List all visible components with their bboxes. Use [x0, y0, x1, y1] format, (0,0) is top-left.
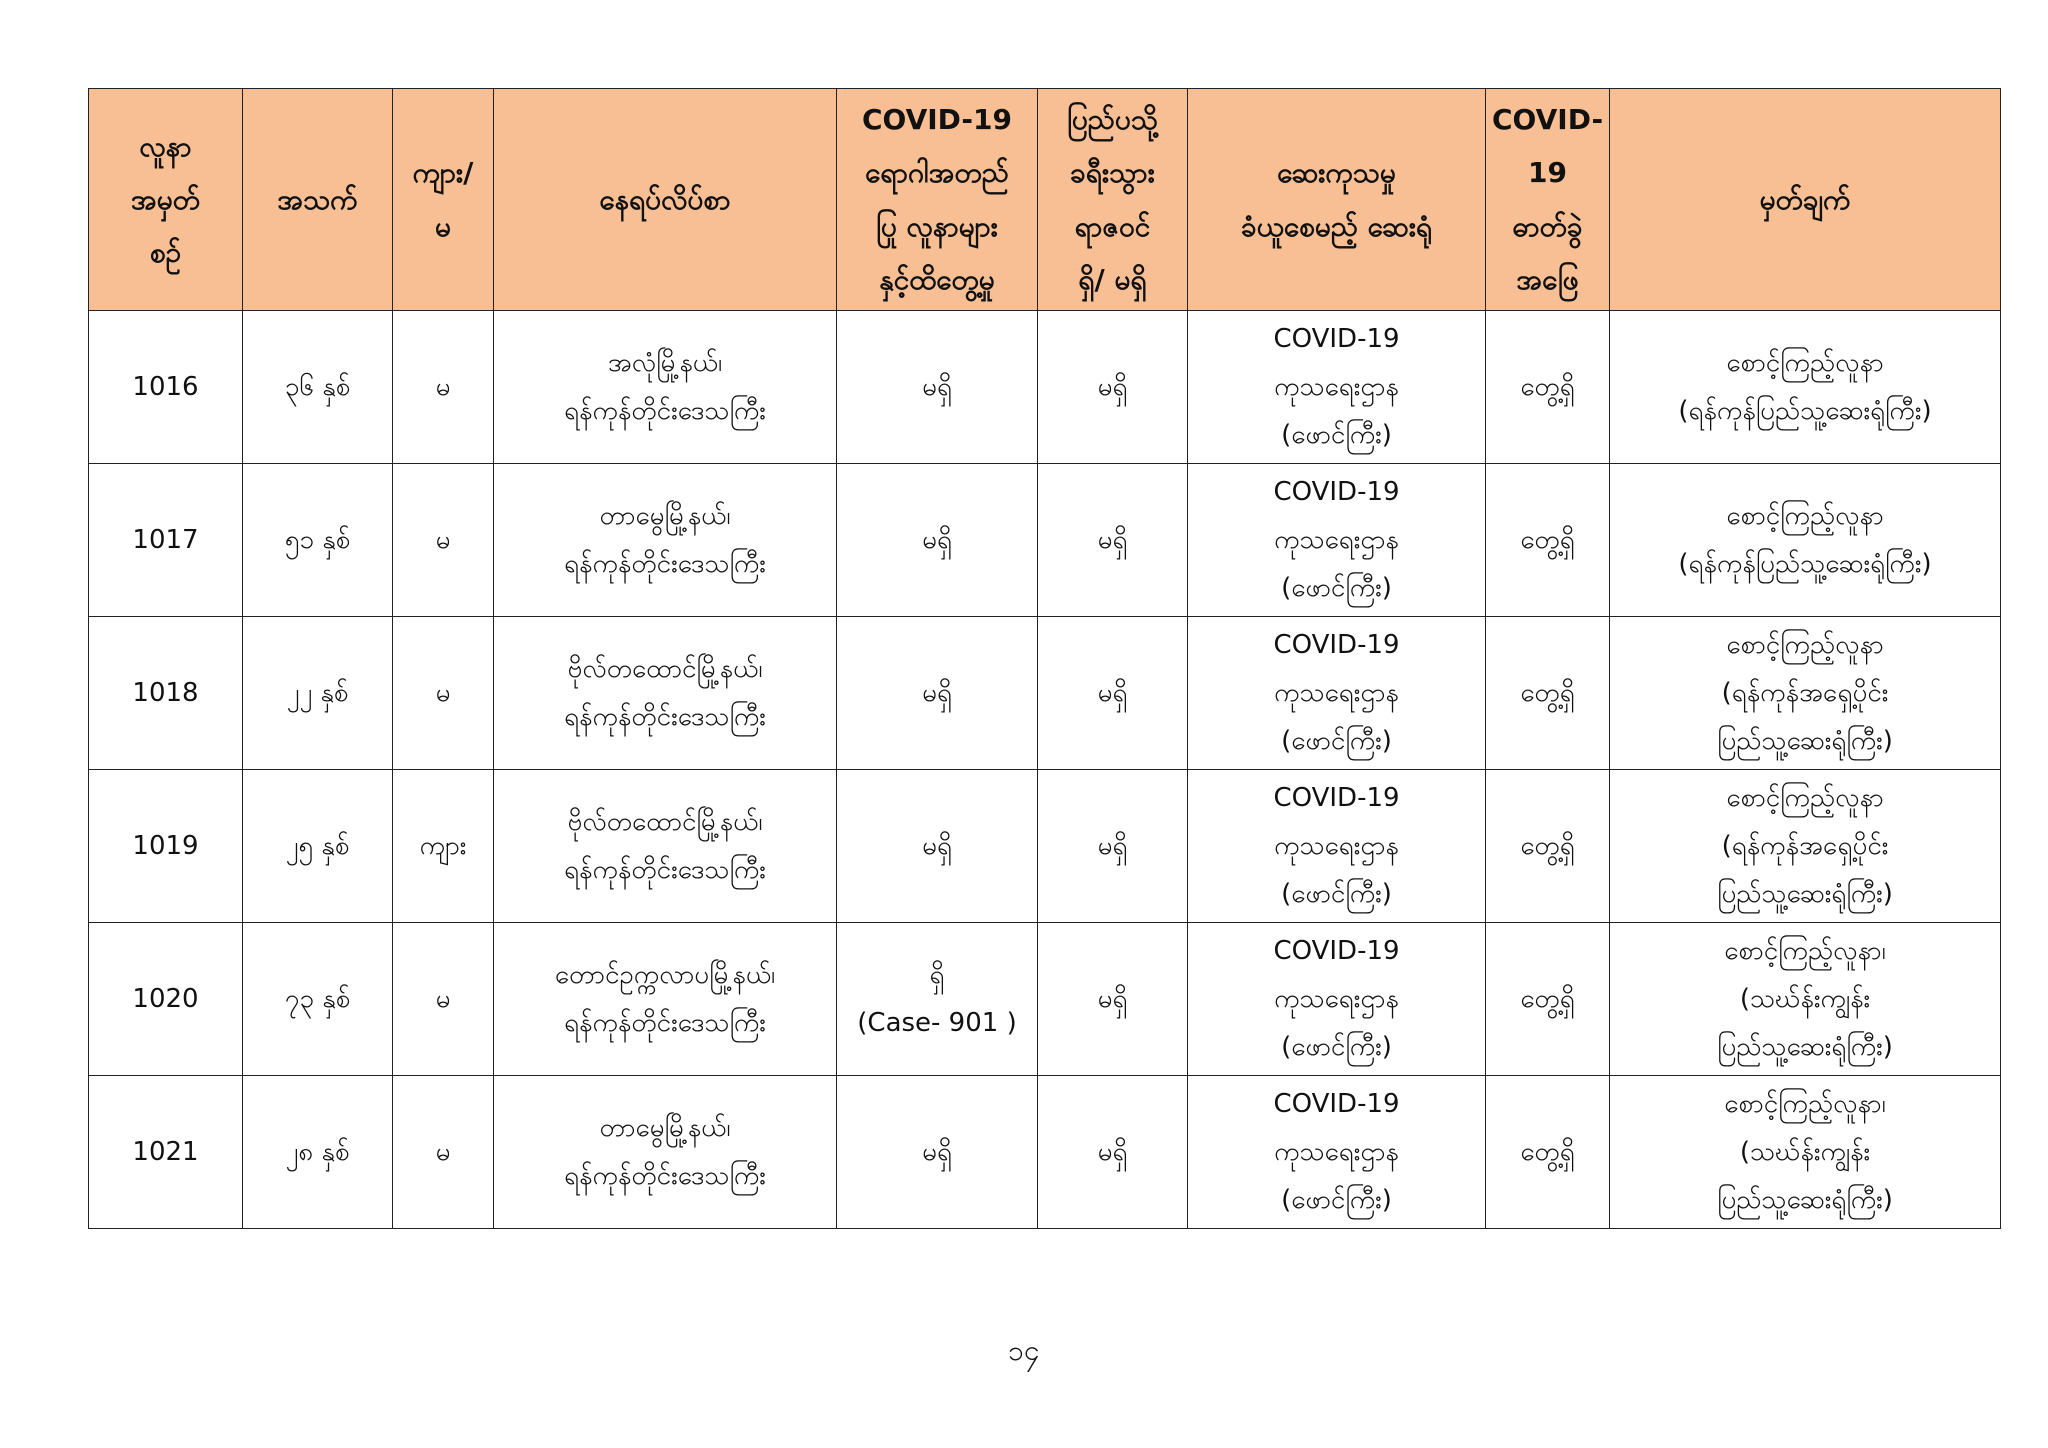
cell-line: COVID-19	[1273, 782, 1400, 813]
cell-line: (ရန်ကုန်ပြည်သူ့ဆေးရုံကြီး)	[1678, 549, 1932, 579]
cell-line: မရှိ	[1097, 1136, 1128, 1167]
cell-line: (သဃ်န်းကျွန်း	[1739, 983, 1871, 1014]
table-row	[89, 923, 2001, 1076]
cell-line: ရှိ	[929, 959, 945, 990]
table-cell	[1038, 617, 1188, 770]
table-cell	[494, 617, 837, 770]
cell-line: စဉ်	[149, 236, 182, 270]
cell-line: တောင်ဥက္ကလာပမြို့နယ်၊	[554, 959, 776, 990]
cell-line: နေရပ်လိပ်စာ	[599, 182, 731, 216]
table-cell	[1486, 311, 1610, 464]
table-cell	[89, 923, 243, 1076]
table-cell	[494, 923, 837, 1076]
cell-line: ဗိုလ်တထောင်မြို့နယ်၊	[567, 806, 763, 837]
cell-line: တွေ့ရှိ	[1520, 983, 1575, 1014]
column-header	[393, 89, 494, 311]
cell-line: ဓာတ်ခွဲ	[1512, 209, 1583, 243]
cases-table	[88, 88, 2001, 1229]
cell-line: (ရန်ကုန်အရှေ့ပိုင်း	[1721, 677, 1889, 708]
table-row	[89, 311, 2001, 464]
table-cell	[1610, 464, 2001, 617]
table-cell	[393, 617, 494, 770]
cell-line: (ဖောင်ကြီး)	[1281, 1185, 1392, 1216]
cell-line: မရှိ	[922, 677, 952, 708]
table-cell	[837, 1076, 1038, 1229]
cell-line: ပြည်သူ့ဆေးရုံကြီး)	[1717, 1185, 1893, 1216]
table-cell	[1610, 923, 2001, 1076]
table-cell	[243, 770, 393, 923]
column-header	[243, 89, 393, 311]
cell-line: မရှိ	[922, 524, 952, 555]
page-number: ၁၄	[1008, 1334, 1040, 1367]
column-header	[837, 89, 1038, 311]
table-cell	[89, 1076, 243, 1229]
table-cell	[1486, 1076, 1610, 1229]
cell-line: မရှိ	[922, 371, 952, 402]
table-row	[89, 464, 2001, 617]
cell-line: ရာဇဝင်	[1074, 209, 1151, 243]
cell-line: ၂၅ နှစ်	[285, 830, 350, 861]
cell-line: မ	[435, 371, 451, 402]
table-cell	[1486, 464, 1610, 617]
cell-line: (သဃ်န်းကျွန်း	[1739, 1136, 1871, 1167]
table-cell	[494, 464, 837, 617]
cell-line: မ	[435, 983, 451, 1014]
cell-line: ပြည်ပသို့	[1067, 103, 1158, 137]
cell-line: တွေ့ရှိ	[1520, 371, 1575, 402]
table-cell	[837, 311, 1038, 464]
cell-line: ရန်ကုန်တိုင်းဒေသကြီး	[564, 855, 766, 885]
cell-line: မရှိ	[1097, 983, 1128, 1014]
cell-line: နှင့်ထိတွေ့မှု	[879, 262, 995, 296]
cell-line: ကျား/	[412, 156, 474, 190]
cell-line: (ဖောင်ကြီး)	[1281, 573, 1392, 604]
cell-line: ရန်ကုန်တိုင်းဒေသကြီး	[564, 549, 766, 579]
column-header	[1188, 89, 1486, 311]
table-cell	[393, 311, 494, 464]
cell-line: 1016	[132, 371, 199, 402]
table-cell	[89, 617, 243, 770]
cell-line: ကုသရေးဌာန	[1274, 1136, 1399, 1167]
cell-line: မ	[435, 209, 451, 243]
cell-line: COVID-19	[1273, 476, 1400, 507]
cell-line: အဖြေ	[1516, 262, 1579, 296]
table-cell	[393, 1076, 494, 1229]
table-cell	[1610, 1076, 2001, 1229]
cell-line: 1021	[132, 1136, 199, 1167]
table-cell	[837, 617, 1038, 770]
column-header	[1486, 89, 1610, 311]
table-cell	[1610, 311, 2001, 464]
cell-line: မရှိ	[1097, 524, 1128, 555]
cell-line: ကုသရေးဌာန	[1274, 983, 1399, 1014]
table-row	[89, 770, 2001, 923]
cell-line: ကုသရေးဌာန	[1274, 524, 1399, 555]
cell-line: ပြည်သူ့ဆေးရုံကြီး)	[1717, 879, 1893, 910]
cell-line: ၅၁ နှစ်	[284, 524, 351, 555]
cell-line: COVID-19	[1273, 629, 1400, 660]
table-cell	[1038, 464, 1188, 617]
cell-line: တွေ့ရှိ	[1520, 1136, 1575, 1167]
cell-line: စောင့်ကြည့်လူနာ၊	[1724, 1088, 1886, 1119]
cell-line: စောင့်ကြည့်လူနာ၊	[1724, 935, 1886, 966]
cell-line: 1020	[132, 983, 199, 1014]
cell-line: ၃၆ နှစ်	[284, 371, 351, 402]
table-cell	[837, 923, 1038, 1076]
cell-line: ကုသရေးဌာန	[1274, 830, 1399, 861]
cell-line: 1018	[132, 677, 199, 708]
cell-line: တွေ့ရှိ	[1520, 830, 1575, 861]
table-body	[89, 311, 2001, 1229]
cell-line: တွေ့ရှိ	[1520, 524, 1575, 555]
table-cell	[1188, 1076, 1486, 1229]
cell-line: မရှိ	[1097, 677, 1128, 708]
cell-line: မရှိ	[1097, 830, 1128, 861]
cell-line: အမှတ်	[131, 182, 200, 216]
table-cell	[1038, 770, 1188, 923]
table-cell	[1188, 464, 1486, 617]
cell-line: ရန်ကုန်တိုင်းဒေသကြီး	[564, 702, 766, 732]
table-cell	[243, 464, 393, 617]
cell-line: ၇၃ နှစ်	[284, 983, 351, 1014]
column-header	[89, 89, 243, 311]
cell-line: ရန်ကုန်တိုင်းဒေသကြီး	[564, 396, 766, 426]
cell-line: ရန်ကုန်တိုင်းဒေသကြီး	[564, 1161, 766, 1191]
cell-line: မရှိ	[1097, 371, 1128, 402]
cell-line: ဗိုလ်တထောင်မြို့နယ်၊	[567, 653, 763, 684]
cell-line: ပြု လူနာများ	[876, 209, 998, 243]
table-cell	[1486, 617, 1610, 770]
cell-line: မ	[435, 677, 451, 708]
table-cell	[837, 770, 1038, 923]
table-cell	[1038, 923, 1188, 1076]
table-cell	[1038, 1076, 1188, 1229]
cell-line: (ဖောင်ကြီး)	[1281, 726, 1392, 757]
table-cell	[393, 923, 494, 1076]
table-cell	[89, 770, 243, 923]
table-cell	[243, 311, 393, 464]
table-cell	[494, 770, 837, 923]
cell-line: COVID-	[1492, 103, 1604, 137]
cell-line: တွေ့ရှိ	[1520, 677, 1575, 708]
cell-line: ရောဂါအတည်	[865, 156, 1009, 190]
cell-line: (ဖောင်ကြီး)	[1281, 420, 1392, 451]
cell-line: ၂၈ နှစ်	[285, 1136, 350, 1167]
cell-line: COVID-19	[1273, 323, 1400, 354]
table-cell	[243, 617, 393, 770]
cell-line: COVID-19	[861, 103, 1013, 137]
cell-line: ခရီးသွား	[1070, 156, 1155, 190]
cell-line: မ	[435, 1136, 451, 1167]
table-cell	[1038, 311, 1188, 464]
cell-line: ခံယူစေမည့် ဆေးရုံ	[1240, 209, 1433, 243]
table-cell	[243, 1076, 393, 1229]
cell-line: ဆေးကုသမှု	[1277, 156, 1396, 190]
cell-line: မရှိ	[922, 830, 952, 861]
cell-line: မှတ်ချက်	[1759, 182, 1851, 216]
cell-line: (ဖောင်ကြီး)	[1281, 1032, 1392, 1063]
cell-line: တာမွေမြို့နယ်၊	[599, 500, 731, 531]
cell-line: ရှိ/ မရှိ	[1078, 262, 1147, 296]
cell-line: စောင့်ကြည့်လူနာ	[1726, 500, 1884, 531]
cell-line: ကုသရေးဌာန	[1274, 371, 1399, 402]
table-cell	[494, 311, 837, 464]
table-cell	[1188, 617, 1486, 770]
cell-line: စောင့်ကြည့်လူနာ	[1726, 782, 1884, 813]
header-row	[89, 89, 2001, 311]
table-cell	[1486, 770, 1610, 923]
column-header	[1610, 89, 2001, 311]
cell-line: (ရန်ကုန်ပြည်သူ့ဆေးရုံကြီး)	[1678, 396, 1932, 426]
cell-line: ကျား	[419, 830, 467, 861]
cell-line: လူနာ	[139, 129, 192, 163]
table-row	[89, 617, 2001, 770]
cell-line: စောင့်ကြည့်လူနာ	[1726, 629, 1884, 660]
table-header	[89, 89, 2001, 311]
table-cell	[89, 311, 243, 464]
table-cell	[393, 464, 494, 617]
cell-line: စောင့်ကြည့်လူနာ	[1726, 347, 1884, 378]
cell-line: ကုသရေးဌာန	[1274, 677, 1399, 708]
cell-line: အသက်	[277, 182, 358, 216]
cell-line: 1017	[132, 524, 199, 555]
table-cell	[1610, 770, 2001, 923]
column-header	[1038, 89, 1188, 311]
cell-line: ပြည်သူ့ဆေးရုံကြီး)	[1717, 1032, 1893, 1063]
cell-line: ရန်ကုန်တိုင်းဒေသကြီး	[564, 1008, 766, 1038]
table-cell	[1188, 770, 1486, 923]
table-cell	[494, 1076, 837, 1229]
cell-line: (ဖောင်ကြီး)	[1281, 879, 1392, 910]
table-cell	[1610, 617, 2001, 770]
cell-line: ၂၂ နှစ်	[286, 677, 349, 708]
cell-line: (ရန်ကုန်အရှေ့ပိုင်း	[1721, 830, 1889, 861]
table-cell	[243, 923, 393, 1076]
cell-line: 1019	[132, 830, 199, 861]
table-cell	[1486, 923, 1610, 1076]
table-cell	[89, 464, 243, 617]
cell-line: COVID-19	[1273, 935, 1400, 966]
cell-line: 19	[1528, 156, 1567, 190]
table-cell	[393, 770, 494, 923]
cell-line: COVID-19	[1273, 1088, 1400, 1119]
column-header	[494, 89, 837, 311]
cell-line: ပြည်သူ့ဆေးရုံကြီး)	[1717, 726, 1893, 757]
cell-line: တာမွေမြို့နယ်၊	[599, 1112, 731, 1143]
cell-line: မ	[435, 524, 451, 555]
cell-line: မရှိ	[922, 1136, 952, 1167]
cell-line: အလုံမြို့နယ်၊	[607, 347, 723, 378]
table-row	[89, 1076, 2001, 1229]
table-cell	[837, 464, 1038, 617]
cell-line: (Case- 901 )	[857, 1008, 1017, 1038]
table-cell	[1188, 923, 1486, 1076]
table-cell	[1188, 311, 1486, 464]
